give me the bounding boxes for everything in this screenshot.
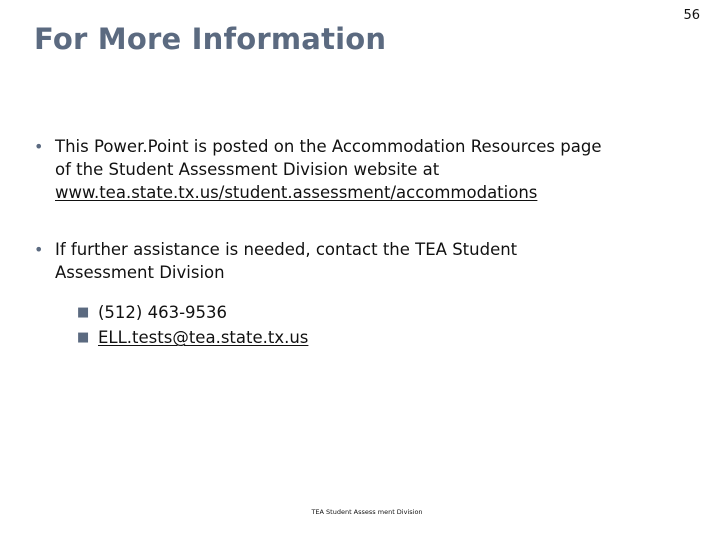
email-link[interactable]: ELL.tests@tea.state.tx.us — [98, 328, 309, 347]
bullet-item-contact — [34, 238, 715, 284]
list-item-email — [77, 325, 308, 350]
bullet-icon: • — [34, 240, 44, 259]
square-bullet-icon: ■ — [77, 330, 90, 345]
bullet-item-resources — [34, 135, 715, 204]
bullet-line: Assessment Division — [55, 263, 225, 282]
bullet-text — [55, 238, 715, 284]
list-item-phone — [77, 300, 308, 325]
square-bullet-icon: ■ — [77, 305, 90, 320]
bullet-line: of the Student Assessment Division website at — [55, 160, 440, 179]
slide-title: For More Information — [34, 22, 387, 56]
footer-text: TEA Student Assess ment Division — [311, 508, 423, 516]
bullet-line: If further assistance is needed, contact the TEA Student — [55, 240, 518, 259]
page-number: 56 — [683, 8, 700, 23]
accommodations-link[interactable]: www.tea.state.tx.us/student.assessment/accommodations — [55, 183, 538, 202]
phone-number: (512) 463-9536 — [98, 303, 228, 322]
contact-list — [77, 300, 308, 350]
bullet-line: This Power.Point is posted on the Accommodation Resources page — [55, 137, 602, 156]
bullet-icon: • — [34, 137, 44, 156]
bullet-text — [55, 135, 715, 204]
